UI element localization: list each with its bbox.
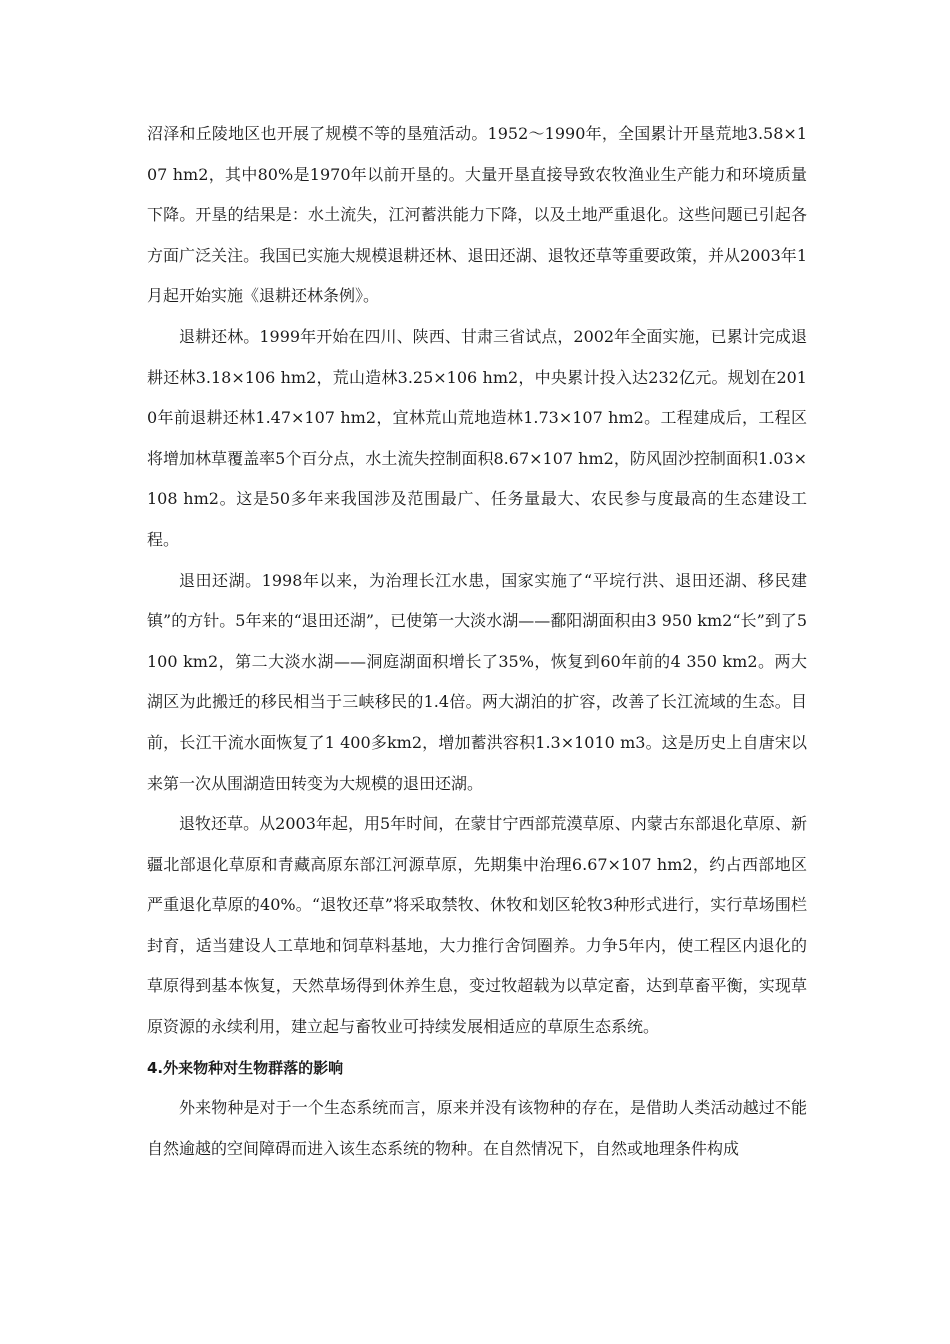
section-heading-4: 4.外来物种对生物群落的影响	[147, 1058, 344, 1077]
document-body	[147, 114, 807, 1169]
paragraph-return-grazing-to-grassland: 退牧还草。从2003年起，用5年时间，在蒙甘宁西部荒漠草原、内蒙古东部退化草原、新疆北部退化草原和青藏高原东部江河源草原，先期集中治理6.67×107 hm2，约占西部地区严重退化草原的40%。“退牧还草”将采取禁牧、休牧和划区轮牧3种形式进行，实行草场围栏封育，适当建设人工草地和饲草料基地，大力推行舍饲圈养。力争5年内，使工程区内退化的草原得到基本恢复，天然草场得到休养生息，变过牧超载为以草定畜，达到草畜平衡，实现草原资源的永续利用，建立起与畜牧业可持续发展相适应的草原生态系统。	[147, 814, 807, 1037]
paragraph-return-farmland-to-forest: 退耕还林。1999年开始在四川、陕西、甘肃三省试点，2002年全面实施，已累计完成退耕还林3.18×106 hm2，荒山造林3.25×106 hm2，中央累计投入达232亿元。规划在2010年前退耕还林1.47×107 hm2，宜林荒山荒地造林1.73×107 hm2。工程建成后，工程区将增加林草覆盖率5个百分点，水土流失控制面积8.67×107 hm2，防风固沙控制面积1.03×108 hm2。这是50多年来我国涉及范围最广、任务量最大、农民参与度最高的生态建设工程。	[147, 326, 807, 549]
paragraph-return-farmland-to-lake: 退田还湖。1998年以来，为治理长江水患，国家实施了“平垸行洪、退田还湖、移民建镇”的方针。5年来的“退田还湖”，已使第一大淡水湖——鄱阳湖面积由3 950 km2“长”到了5 100 km2，第二大淡水湖——洞庭湖面积增长了35%，恢复到60年前的4 350 km2。两大湖区为此搬迁的移民相当于三峡移民的1.4倍。两大湖泊的扩容，改善了长江流域的生态。目前，长江干流水面恢复了1 400多km2，增加蓄洪容积1.3×1010 m3。这是历史上自唐宋以来第一次从围湖造田转变为大规模的退田还湖。	[147, 570, 807, 793]
paragraph-alien-species: 外来物种是对于一个生态系统而言，原来并没有该物种的存在，是借助人类活动越过不能自然逾越的空间障碍而进入该生态系统的物种。在自然情况下，自然或地理条件构成	[147, 1098, 807, 1158]
paragraph-reclamation: 沼泽和丘陵地区也开展了规模不等的垦殖活动。1952～1990年，全国累计开垦荒地3.58×107 hm2，其中80%是1970年以前开垦的。大量开垦直接导致农牧渔业生产能力和环境质量下降。开垦的结果是：水土流失，江河蓄洪能力下降，以及土地严重退化。这些问题已引起各方面广泛关注。我国已实施大规模退耕还林、退田还湖、退牧还草等重要政策，并从2003年1月起开始实施《退耕还林条例》。	[147, 124, 807, 306]
